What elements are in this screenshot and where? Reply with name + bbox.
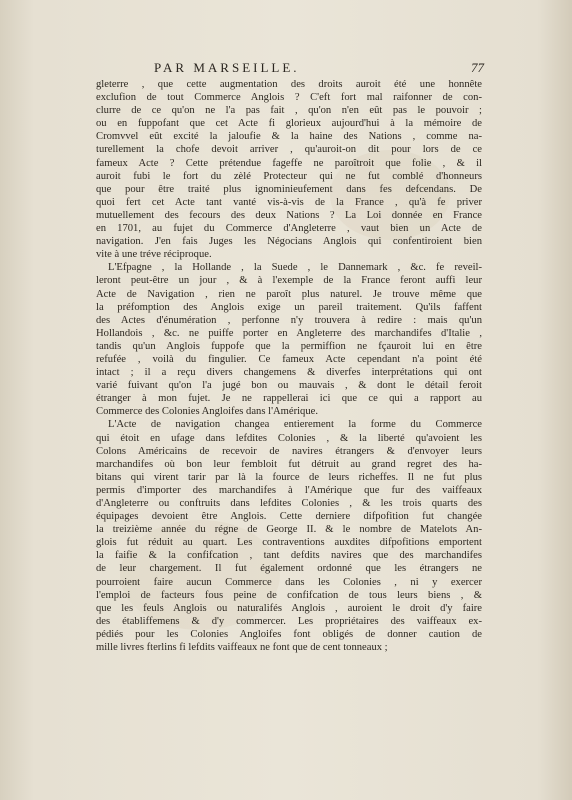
text-line: exclufion de tout Commerce Anglois ? C'eft fort mal raifonner de con- bbox=[96, 92, 482, 104]
text-line: fameux Acte ? Cette prétendue fageffe ne paroîtroit que folie , & il bbox=[96, 157, 482, 169]
text-line: en 1701, au fujet du Commerce d'Angleterre , vaut bien un Acte de bbox=[96, 223, 482, 235]
paragraph bbox=[96, 418, 482, 654]
text-line: Cromvvel eût excité la jaloufie & la haine des Nations , comme na- bbox=[96, 131, 482, 143]
text-line: Colons Américains de recevoir de navires étrangers & d'envoyer leurs bbox=[96, 445, 482, 457]
text-line: que les feuls Anglois ou naturalifés Anglois , auroient le droit d'y faire bbox=[96, 602, 482, 614]
text-line: auroit fubi le fort du zèlé Protecteur qui ne fut comblé d'honneurs bbox=[96, 170, 482, 182]
text-line: pédiés pour les Colonies Angloifes font obligés de donner caution de bbox=[96, 628, 482, 640]
text-line: bitans qui virent tarir par là la fource de leurs richeffes. Il ne fut plus bbox=[96, 471, 482, 483]
text-line: marchandifes où bon leur fembloit fut détruit au grand regret des ha- bbox=[96, 458, 482, 470]
body-text bbox=[96, 78, 482, 654]
text-line: des établiffemens & d'y commercer. Les propriétaires des vaiffeaux ex- bbox=[96, 615, 482, 627]
page-header bbox=[92, 60, 484, 76]
text-line: gleterre , que cette augmentation des droits auroit été une honnête bbox=[96, 79, 482, 90]
text-line: Hollandois , &c. ne puiffe porter en Angleterre des marchandifes d'Italie , bbox=[96, 327, 482, 339]
text-line: ou en fuppofant que cet Acte fi glorieux aujourd'hui à la mémoire de bbox=[96, 118, 482, 130]
text-line: intact ; il a reçu divers changemens & diverfes interprétations qui ont bbox=[96, 367, 482, 379]
text-line: l'emploi de facteurs fous peine de confifcation de tous leurs biens , & bbox=[96, 589, 482, 601]
text-line: mille livres fterlins fi lefdits vaiffeaux ne font que de cent tonneaux ; bbox=[96, 642, 388, 654]
text-line: varié fuivant qu'on l'a jugé bon ou mauvais , & dont le détail feroit bbox=[96, 380, 482, 392]
text-line: turellement la chofe devoit arriver , qu'auroit-on dit pour lors de ce bbox=[96, 144, 482, 156]
text-line: glois fut réduit au quart. Les contraventions auxdites difpofitions emportent bbox=[96, 537, 482, 549]
text-line: des Actes d'énumération , perfonne n'y trouvera à redire : mais qu'un bbox=[96, 314, 482, 326]
page-number: 77 bbox=[471, 60, 484, 75]
paragraph bbox=[96, 261, 482, 418]
text-line: L'Acte de navigation changea entierement la forme du Commerce bbox=[108, 419, 482, 431]
text-line: la préfomption des Anglois exige un pareil traitement. Qu'ils faffent bbox=[96, 301, 482, 313]
paragraph bbox=[96, 78, 482, 261]
text-line: la treizième année du régne de George II. & le nombre de Matelots An- bbox=[96, 524, 482, 536]
text-line: équipages devoient être Anglois. Cette derniere difpofition fut changée bbox=[96, 511, 482, 523]
text-line: qui étoit en ufage dans lefdites Colonies , & la liberté qu'avoient les bbox=[96, 432, 482, 444]
text-line: Acte de Navigation , rien ne paroît plus naturel. Je trouve même que bbox=[96, 288, 482, 300]
text-line: vite à une tréve réciproque. bbox=[96, 249, 212, 261]
text-line: mutuellement des fecours des deux Nations ? La Loi donnée en France bbox=[96, 209, 482, 221]
text-line: navigation. J'en fais Juges les Négocians Anglois qui confentiroient bien bbox=[96, 236, 482, 248]
text-line: que pour être traité plus ignominieufement dans fes defcendans. De bbox=[96, 183, 482, 195]
text-line: tandis qu'un Anglois fuppofe que la permiffion ne fçauroit lui en être bbox=[96, 340, 482, 352]
text-line: L'Efpagne , la Hollande , la Suede , le Dannemark , &c. fe reveil- bbox=[108, 262, 482, 274]
text-line: clurre de ce qu'on ne l'a pas fait , qu'on n'en eût pas le pouvoir ; bbox=[96, 105, 482, 117]
text-line: de leur chargement. Il fut également ordonné que les étrangers ne bbox=[96, 563, 482, 575]
text-line: pourroient faire aucun Commerce dans les Colonies , ni y exercer bbox=[96, 576, 482, 588]
text-line: quoi fert cet Acte tant vanté vis-à-vis de la France , qu'à fe priver bbox=[96, 196, 482, 208]
text-line: refufée , voilà du fingulier. Ce fameux Acte cependant n'a point été bbox=[96, 353, 482, 365]
text-line: la faifie & la confifcation , tant defdits navires que des marchandifes bbox=[96, 550, 482, 562]
text-line: étranger à mon fujet. Je ne rappellerai ici que ce qui a rapport au bbox=[96, 393, 482, 405]
text-line: permis d'importer des marchandifes à l'Amérique que fur des vaiffeaux bbox=[96, 484, 482, 496]
text-line: leront peut-être un jour , & à l'exemple de la France feront auffi leur bbox=[96, 275, 482, 287]
running-head: PAR MARSEILLE. bbox=[154, 60, 300, 75]
text-line: d'Angleterre ou conftruits dans lefdites Colonies , & les trois quarts des bbox=[96, 498, 482, 509]
text-line: Commerce des Colonies Angloifes dans l'Amérique. bbox=[96, 406, 318, 418]
